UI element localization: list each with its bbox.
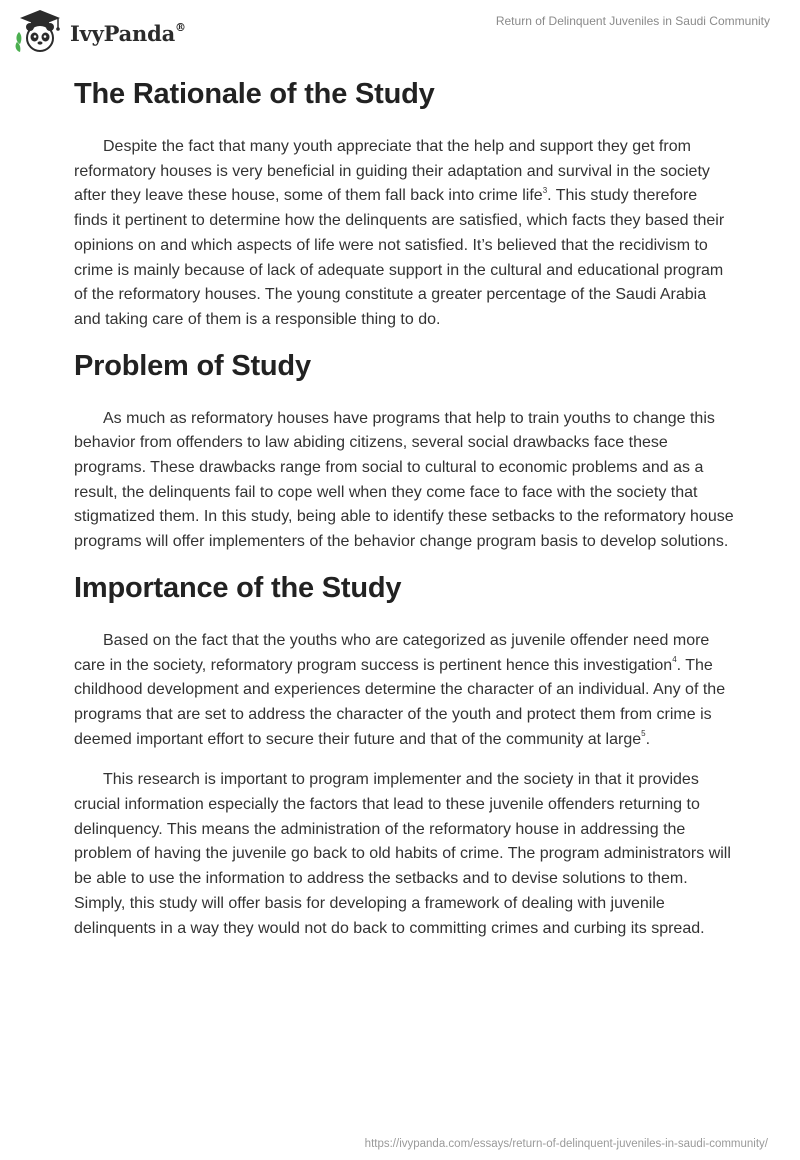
paragraph-importance-2: This research is important to program implementer and the society in that it provides crucial information especially the factors that lead to these juvenile offenders returning to delinquency. This means the administration of the reformatory house in addressing the problem of having the juvenile go back to old habits of crime. The program administrators will be able to use the information to address the setbacks and to devise solutions to them. Simply, this study will offer basis for developing a framework of dealing with juvenile delinquents in a way they would not do back to committing crimes and curbing its spread. <box>74 771 731 937</box>
running-title: Return of Delinquent Juveniles in Saudi Community <box>495 14 770 28</box>
paragraph-rationale-1 <box>74 135 734 333</box>
text-run: Despite the fact that many youth appreciate that the help and support they get from reformatory houses is very beneficial in guiding their adaptation and survival in the society after they leave these house, some of them fall back into crime life <box>74 138 710 205</box>
paragraph-problem-1: As much as reformatory houses have programs that help to train youths to change this behavior from offenders to law abiding citizens, several social drawbacks face these programs. These drawbacks range from social to cultural to economic problems and as a result, the delinquents fail to cope well when they come face to face with the society that stigmatized them. In this study, being able to identify these setbacks to the reformatory house programs will offer implementers of the behavior change program basis to develop solutions. <box>74 409 734 551</box>
section-importance <box>74 565 734 941</box>
ivypanda-logo[interactable] <box>14 8 186 54</box>
heading-importance: Importance of the Study <box>74 571 402 604</box>
heading-rationale: The Rationale of the Study <box>74 78 435 110</box>
section-problem <box>74 343 734 555</box>
brand-name-text: IvyPanda <box>70 20 176 46</box>
registered-mark: ® <box>175 20 186 34</box>
text-run: . This study therefore finds it pertinent to determine how the delinquents are satisfied, which facts they based their opinions on and which aspects of life were not satisfied. It’s believed that the recidivism to crime is mainly because of lack of adequate support in the cultural and educational program of the reformatory houses. The young constitute a greater percentage of the Saudi Arabia and taking care of them is a responsible thing to do. <box>74 187 725 328</box>
panda-graduate-icon <box>14 8 66 54</box>
document-body <box>74 68 734 941</box>
section-rationale <box>74 71 734 333</box>
text-run: . The childhood development and experiences determine the character of an individual. Any of the programs that are set to address the character of the youth and protect them from crime is deemed important effort to secure their future and that of the community at large <box>74 656 726 748</box>
heading-problem: Problem of Study <box>74 349 311 382</box>
brand-name <box>70 21 186 46</box>
page-header <box>0 0 800 60</box>
text-run: . <box>645 730 651 748</box>
footnote-ref-3[interactable]: 3 <box>542 186 548 196</box>
footnote-ref-5[interactable]: 5 <box>641 729 646 739</box>
source-url[interactable]: https://ivypanda.com/essays/return-of-delinquent-juveniles-in-saudi-community/ <box>364 1138 768 1150</box>
footnote-ref-4[interactable]: 4 <box>672 655 677 665</box>
text-run: Based on the fact that the youths who are categorized as juvenile offender need more care in the society, reformatory program success is pertinent hence this investigation <box>74 631 710 674</box>
paragraph-importance-1 <box>74 629 734 753</box>
